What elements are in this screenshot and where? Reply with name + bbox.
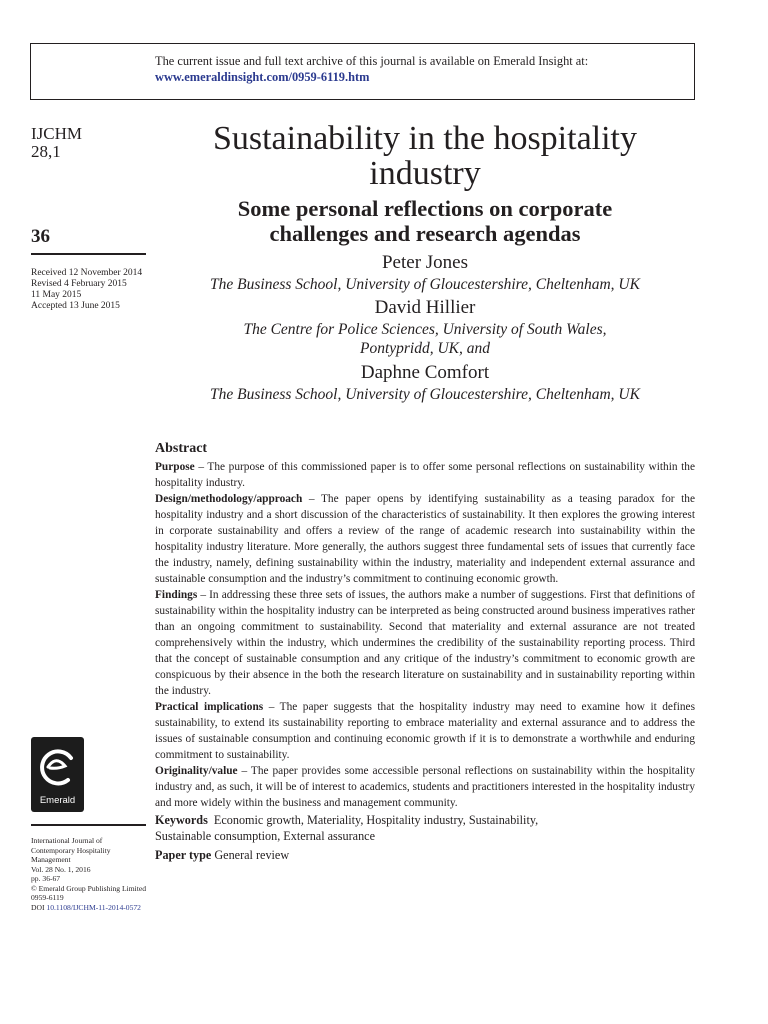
section-text: The paper provides some accessible personal reflections on sustainability within the hospitality industry and, as such, it will be of interest to academics, students and practitioners interested in the hospitality industry and more widely within the business and management community. [155, 765, 695, 809]
abstract-findings: Findings – In addressing these three sets of issues, the authors make a number of suggestions. First that definitions of sustainability within the hospitality industry can be interpreted as being constructed around business imperatives rather than an ongoing commitment to sustainability. Second that materiality and external assurance are not treated comprehensively within the industry, which undermines the credibility of the sustainability reporting process. Third that the concept of sustainable consumption and any critique of the industry’s commitment to economic growth are conspicuous by their absence in the both the research literature on sustainability and in sustainability reporting within the industry. [155, 589, 695, 697]
journal-abbrev: IJCHM [31, 124, 83, 143]
page-number: 36 [31, 226, 50, 247]
abstract [155, 440, 695, 863]
article-subtitle [155, 196, 695, 246]
pubinfo-line: International Journal of [31, 836, 103, 845]
submission-dates [31, 268, 142, 312]
abstract-originality: Originality/value – The paper provides some accessible personal reflections on sustainability within the hospitality industry and, as such, it will be of interest to academics, students and practitioners interested in the hospitality industry and more widely within the business and management community. [155, 765, 695, 809]
section-label: Design/methodology/approach [155, 493, 303, 505]
date-accepted: Accepted 13 June 2015 [31, 301, 120, 311]
section-label: Originality/value [155, 765, 238, 777]
date-revised-2: 11 May 2015 [31, 290, 82, 300]
journal-code [31, 125, 82, 161]
author-name: David Hillier [374, 297, 476, 318]
date-received: Received 12 November 2014 [31, 268, 143, 278]
emerald-e-icon [38, 745, 77, 789]
affiliation-line: Pontypridd, UK, and [359, 340, 491, 357]
affiliation-line: The Business School, University of Gloucestershire, Cheltenham, UK [210, 386, 640, 403]
paper-type [155, 847, 695, 863]
sidebar-divider-bottom [31, 824, 146, 826]
archive-notice-text: The current issue and full text archive of this journal is available on Emerald Insight at: [155, 54, 589, 68]
section-label: Practical implications [155, 701, 264, 713]
abstract-design: Design/methodology/approach – The paper opens by identifying sustainability as a teasing paradox for the hospitality industry and a short discussion of the characteristics of sustainability. It then explores the growing interest in corporate sustainability and offers a review of the range of academic research into sustainability within the hospitality industry literature. More generally, the authors suggest three fundamental sets of issues that currently face the industry, namely, defining sustainability within the industry, materiality and independent external assurance and sustainable consumption and the industry’s commitment to continuing economic growth. [155, 493, 696, 585]
keywords-text: Economic growth, Materiality, Hospitality industry, Sustainability, [213, 813, 539, 827]
subtitle-line: challenges and research agendas [269, 221, 581, 246]
keywords-label: Keywords [155, 813, 208, 827]
subtitle-line: Some personal reflections on corporate [237, 196, 613, 221]
abstract-heading: Abstract [155, 441, 208, 456]
pubinfo-line: 0959-6119 [31, 893, 64, 902]
pubinfo-line: Management [31, 855, 71, 864]
article-title [155, 121, 695, 191]
sidebar-divider [31, 253, 146, 255]
pubinfo-line: © Emerald Group Publishing Limited [31, 883, 147, 893]
author-affiliation [155, 275, 695, 294]
emerald-logo [31, 737, 84, 812]
title-line: industry [369, 155, 481, 192]
journal-url-link[interactable]: www.emeraldinsight.com/0959-6119.htm [155, 70, 370, 84]
emerald-logo-label: Emerald [39, 795, 76, 806]
section-text: The paper suggests that the hospitality industry may need to examine how it defines sustainability, to extend its sustainability reporting to embrace materiality and external assurance and to address the issues of sustainable consumption and continuing economic growth if it is to demonstrate a worthwhile and enduring commitment to sustainability. [155, 701, 696, 761]
affiliation-line: The Centre for Police Sciences, University of South Wales, [243, 321, 607, 338]
date-revised: Revised 4 February 2015 [31, 279, 127, 289]
pubinfo-line: Contemporary Hospitality [31, 845, 111, 855]
section-text: The paper opens by identifying sustainability as a teasing paradox for the hospitality industry and a short discussion of the characteristics of sustainability. It then explores the growing interest in corporate sustainability and offers a review of the range of academic research into sustainability within the hospitality industry literature. More generally, the authors suggest three fundamental sets of issues that currently face the industry, namely, defining sustainability within the industry, materiality and independent external assurance and sustainable consumption and the industry’s commitment to continuing economic growth. [155, 493, 696, 585]
author-affiliation [155, 385, 695, 404]
title-line: Sustainability in the hospitality [212, 120, 638, 157]
abstract-practical: Practical implications – The paper suggests that the hospitality industry may need to examine how it defines sustainability, to extend its sustainability reporting to embrace materiality and external assurance and to address the issues of sustainable consumption and continuing economic growth if it is to demonstrate a worthwhile and enduring commitment to sustainability. [155, 701, 696, 761]
archive-notice [155, 53, 588, 85]
author-name: Peter Jones [381, 252, 468, 273]
affiliation-line: The Business School, University of Gloucestershire, Cheltenham, UK [210, 276, 640, 293]
archive-notice-box [30, 43, 695, 100]
section-text: In addressing these three sets of issues, the authors make a number of suggestions. First that definitions of sustainability within the hospitality industry can be interpreted as being constructed around business imperatives rather than an ongoing commitment to sustainability. Second that materiality and external assurance are not treated comprehensively within the industry, which undermines the credibility of the sustainability reporting process. Third that the concept of sustainable consumption and any critique of the industry’s commitment to economic growth are conspicuous by their absence in the both the research literature on sustainability and in sustainability reporting within the industry. [155, 589, 695, 697]
section-text: The purpose of this commissioned paper is to offer some personal reflections on sustainability within the hospitality industry. [155, 461, 695, 489]
pubinfo-line: pp. 36-67 [31, 874, 61, 883]
volume-issue: 28,1 [31, 142, 61, 161]
doi-link[interactable]: 10.1108/IJCHM-11-2014-0572 [46, 902, 141, 912]
author-name: Daphne Comfort [360, 362, 490, 383]
author-affiliation [155, 320, 695, 358]
keywords-text-2: Sustainable consumption, External assurance [155, 829, 375, 843]
publication-info [31, 836, 151, 912]
abstract-purpose: Purpose – The purpose of this commissioned paper is to offer some personal reflections on sustainability within the hospitality industry. [155, 461, 695, 489]
doi-line [31, 903, 151, 913]
doi-prefix: DOI [31, 902, 45, 912]
paper-type-value: General review [214, 848, 290, 862]
section-label: Findings [155, 589, 198, 601]
section-label: Purpose [155, 461, 195, 473]
keywords [155, 812, 695, 844]
pubinfo-line: Vol. 28 No. 1, 2016 [31, 864, 91, 874]
paper-type-label: Paper type [155, 848, 212, 862]
